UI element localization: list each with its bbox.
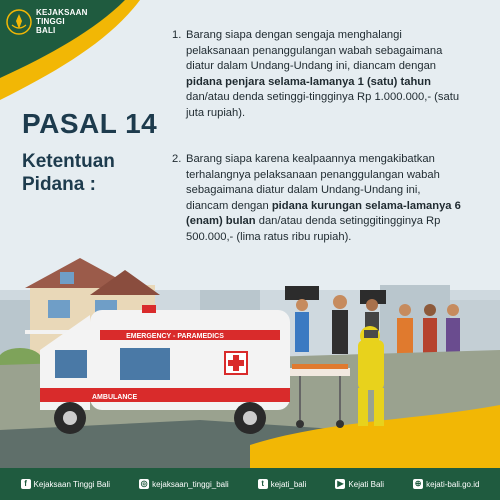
article-text-before: Barang siapa dengan sengaja menghalangi pelaksanaan penanggulangan wabah sebagaimana diatur dalam Undang-Undang ini, diancam dengan	[186, 29, 443, 73]
ambulance-top-sign: EMERGENCY - PARAMEDICS	[126, 333, 224, 340]
footer-instagram[interactable]	[139, 479, 229, 489]
article-text	[186, 152, 462, 246]
org-logo	[6, 8, 88, 35]
footer-label: kejati_bali	[270, 479, 307, 489]
footer-label: Kejaksaan Tinggi Bali	[33, 479, 111, 489]
article-penalty-bold: pidana kurungan selama-lamanya 6 (enam) bulan	[186, 199, 461, 228]
org-name	[36, 8, 88, 35]
footer-social-bar	[0, 468, 500, 500]
page-title: PASAL 14	[22, 108, 158, 139]
footer-youtube[interactable]	[335, 479, 384, 489]
twitter-icon: t	[258, 479, 268, 489]
footer-website[interactable]	[413, 479, 479, 489]
footer-label: kejati-bali.go.id	[426, 479, 480, 489]
footer-label: kejaksaan_tinggi_bali	[152, 479, 229, 489]
article-number: 2.	[172, 153, 182, 165]
facebook-icon: f	[21, 479, 31, 489]
illustration-scene	[0, 250, 500, 475]
footer-facebook[interactable]	[21, 479, 111, 489]
footer-label: Kejati Bali	[348, 479, 384, 489]
article-text-before: Barang siapa karena kealpaannya mengakibatkan terhalangnya pelaksanaan penanggulangan wabah sebagaimana diatur dalam Undang-Undang ini, diancam dengan	[186, 153, 440, 212]
page-subtitle: Ketentuan Pidana :	[22, 151, 115, 195]
instagram-icon: ◎	[140, 479, 148, 488]
article-item-2	[172, 152, 462, 246]
org-name-line1: KEJAKSAAN	[36, 8, 88, 17]
ambulance-side-label: AMBULANCE	[92, 394, 138, 401]
kejaksaan-emblem-icon	[6, 9, 32, 35]
web-icon: ⊕	[414, 479, 422, 488]
article-item-1	[172, 28, 462, 122]
article-text	[186, 28, 462, 122]
article-text-after: dan/atau denda setinggi-tingginya Rp 1.000.000,- (satu juta rupiah).	[186, 91, 460, 119]
youtube-icon: ▶	[337, 479, 344, 488]
org-name-line3: BALI	[36, 26, 56, 35]
org-name-line2: TINGGI	[36, 17, 65, 26]
article-number: 1.	[172, 29, 182, 41]
article-penalty-bold: pidana penjara selama-lamanya 1 (satu) tahun	[186, 75, 431, 88]
article-text-after: dan/atau denda setinggitingginya Rp 500.000,- (lima ratus ribu rupiah).	[186, 215, 441, 243]
footer-twitter[interactable]	[258, 479, 307, 489]
